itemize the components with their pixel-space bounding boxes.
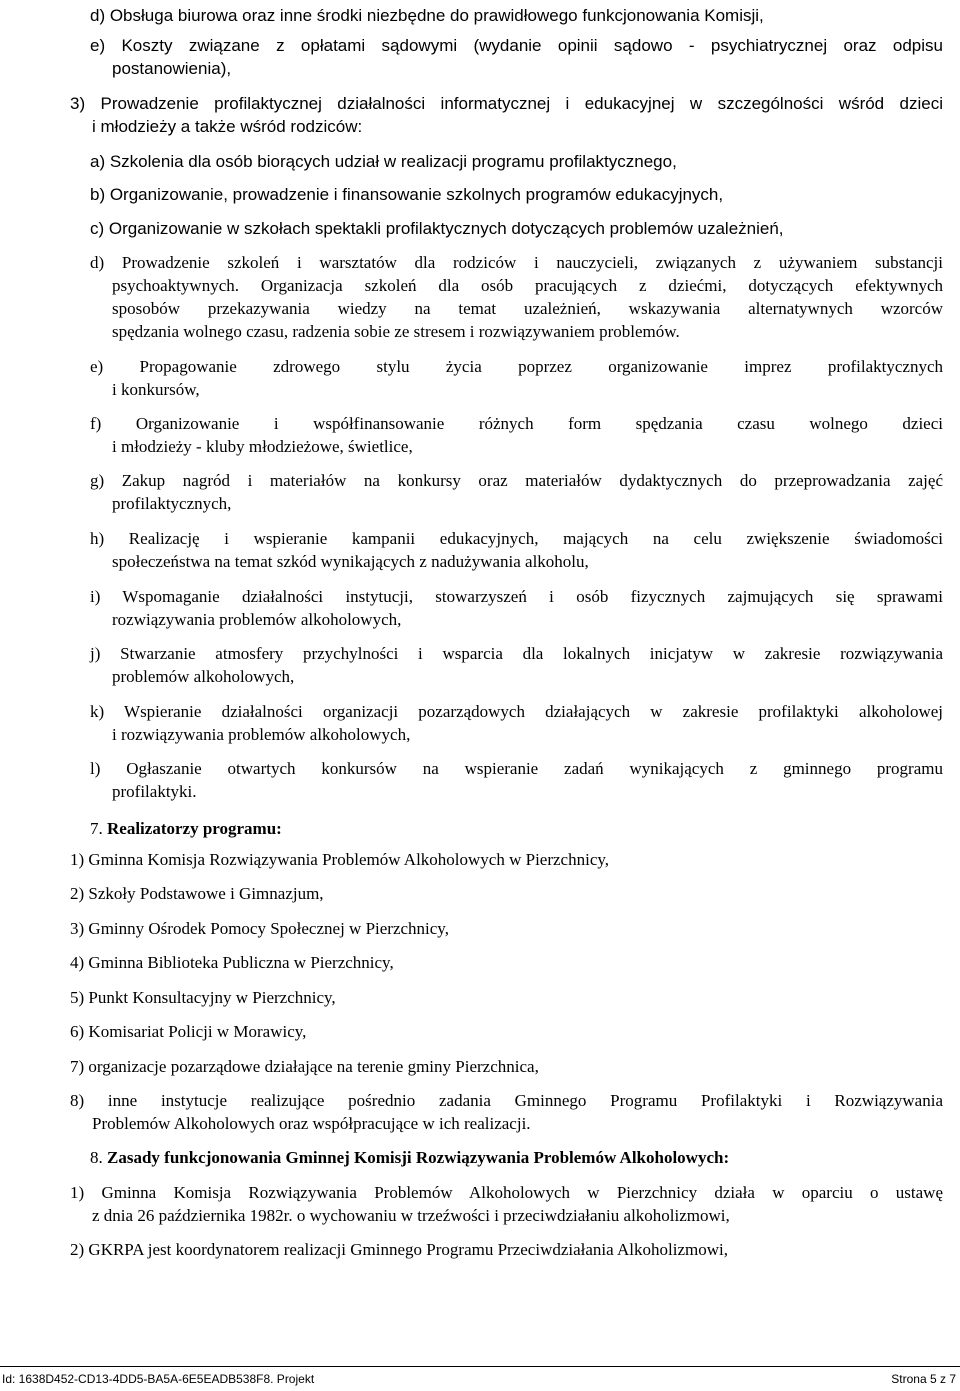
section-8-heading (90, 1146, 729, 1169)
text-line: 5) Punkt Konsultacyjny w Pierzchnicy, (70, 988, 336, 1007)
text-line: i konkursów, (112, 380, 200, 399)
text-line: profilaktycznych, (112, 494, 232, 513)
list-item (70, 1055, 943, 1078)
text-line: rozwiązywania problemów alkoholowych, (112, 610, 402, 629)
list-item (70, 848, 943, 871)
text-line: k) Wspieranie działalności organizacji pozarządowych działających w zakresie profilaktyki alkoholowej (90, 702, 943, 721)
text-line: 2) Szkoły Podstawowe i Gimnazjum, (70, 884, 324, 903)
text-line: c) Organizowanie w szkołach spektakli profilaktycznych dotyczących problemów uzależnień, (90, 219, 784, 238)
list-item (70, 1238, 943, 1261)
text-line: sposobów przekazywania wiedzy na temat uzależnień, wskazywania alternatywnych wzorców (112, 299, 943, 318)
section-8-title: Zasady funkcjonowania Gminnej Komisji Rozwiązywania Problemów Alkoholowych: (107, 1148, 730, 1167)
list-item (90, 700, 943, 746)
text-line: psychoaktywnych. Organizacja szkoleń dla osób pracujących z dziećmi, dotyczących efektywnych (112, 276, 943, 295)
footer-page-number: Strona 5 z 7 (891, 1372, 956, 1386)
text-line: profilaktyki. (112, 782, 197, 801)
section-7-number: 7. (90, 819, 103, 838)
list-item (90, 412, 943, 458)
text-line: problemów alkoholowych, (112, 667, 295, 686)
list-item (70, 1020, 943, 1043)
text-line: i) Wspomaganie działalności instytucji, stowarzyszeń i osób fizycznych zajmujących się sprawami (90, 587, 943, 606)
list-item (90, 251, 943, 343)
list-item (90, 4, 943, 27)
text-line: społeczeństwa na temat szkód wynikających z nadużywania alkoholu, (112, 552, 589, 571)
text-line: Problemów Alkoholowych oraz współpracujące w ich realizacji. (92, 1114, 531, 1133)
text-line: 1) Gminna Komisja Rozwiązywania Problemów Alkoholowych w Pierzchnicy, (70, 850, 610, 869)
section-8-number: 8. (90, 1148, 103, 1167)
text-line: 2) GKRPA jest koordynatorem realizacji Gminnego Programu Przeciwdziałania Alkoholizmowi, (70, 1240, 728, 1259)
text-line: i młodzieży - kluby młodzieżowe, świetlice, (112, 437, 413, 456)
text-line: 3) Gminny Ośrodek Pomocy Społecznej w Pierzchnicy, (70, 919, 449, 938)
text-line: e) Koszty związane z opłatami sądowymi (wydanie opinii sądowo - psychiatrycznej oraz odpisu (90, 36, 943, 55)
text-line: j) Stwarzanie atmosfery przychylności i wsparcia dla lokalnych inicjatyw w zakresie rozwiązywania (90, 644, 943, 663)
footer-divider (0, 1366, 960, 1367)
footer-document-id: Id: 1638D452-CD13-4DD5-BA5A-6E5EADB538F8. Projekt (2, 1372, 315, 1386)
list-item (90, 355, 943, 401)
list-item (70, 986, 943, 1009)
list-item (70, 1089, 943, 1135)
list-item (90, 469, 943, 515)
text-line: 8) inne instytucje realizujące pośrednio zadania Gminnego Programu Profilaktyki i Rozwiązywania (70, 1091, 943, 1110)
text-line: l) Ogłaszanie otwartych konkursów na wspieranie zadań wynikających z gminnego programu (90, 759, 943, 778)
text-line: spędzania wolnego czasu, radzenia sobie ze stresem i rozwiązywaniem problemów. (112, 322, 680, 341)
text-line: a) Szkolenia dla osób biorących udział w realizacji programu profilaktycznego, (90, 152, 677, 171)
text-line: 7) organizacje pozarządowe działające na terenie gminy Pierzchnica, (70, 1057, 539, 1076)
text-line: d) Prowadzenie szkoleń i warsztatów dla rodziców i nauczycieli, związanych z używaniem substancji (90, 253, 943, 272)
text-line: e) Propagowanie zdrowego stylu życia poprzez organizowanie imprez profilaktycznych (90, 357, 943, 376)
text-line: postanowienia), (112, 59, 232, 78)
text-line: 3) Prowadzenie profilaktycznej działalności informatycznej i edukacyjnej w szczególności wśród dzieci (70, 94, 943, 113)
text-line: z dnia 26 października 1982r. o wychowaniu w trzeźwości i przeciwdziałaniu alkoholizmowi, (92, 1206, 730, 1225)
list-item (90, 757, 943, 803)
text-line: 4) Gminna Biblioteka Publiczna w Pierzchnicy, (70, 953, 394, 972)
list-item (90, 183, 943, 206)
text-line: b) Organizowanie, prowadzenie i finansowanie szkolnych programów edukacyjnych, (90, 185, 724, 204)
section-7-heading (90, 817, 282, 840)
list-item (70, 92, 943, 138)
text-line: i młodzieży a także wśród rodziców: (92, 117, 363, 136)
text-line: h) Realizację i wspieranie kampanii edukacyjnych, mających na celu zwiększenie świadomości (90, 529, 943, 548)
list-item (70, 917, 943, 940)
section-7-title: Realizatorzy programu: (107, 819, 282, 838)
list-item (90, 150, 943, 173)
text-line: 6) Komisariat Policji w Morawicy, (70, 1022, 307, 1041)
list-item (70, 882, 943, 905)
list-item (70, 1181, 943, 1227)
text-line: i rozwiązywania problemów alkoholowych, (112, 725, 411, 744)
list-item (90, 642, 943, 688)
text-line: f) Organizowanie i współfinansowanie różnych form spędzania czasu wolnego dzieci (90, 414, 943, 433)
list-item (70, 951, 943, 974)
text-line: 1) Gminna Komisja Rozwiązywania Problemów Alkoholowych w Pierzchnicy działa w oparciu o ustawę (70, 1183, 943, 1202)
list-item (90, 34, 943, 80)
text-line: g) Zakup nagród i materiałów na konkursy oraz materiałów dydaktycznych do przeprowadzania zajęć (90, 471, 943, 490)
text-line: d) Obsługa biurowa oraz inne środki niezbędne do prawidłowego funkcjonowania Komisji, (90, 6, 764, 25)
list-item (90, 585, 943, 631)
list-item (90, 527, 943, 573)
list-item (90, 217, 943, 240)
